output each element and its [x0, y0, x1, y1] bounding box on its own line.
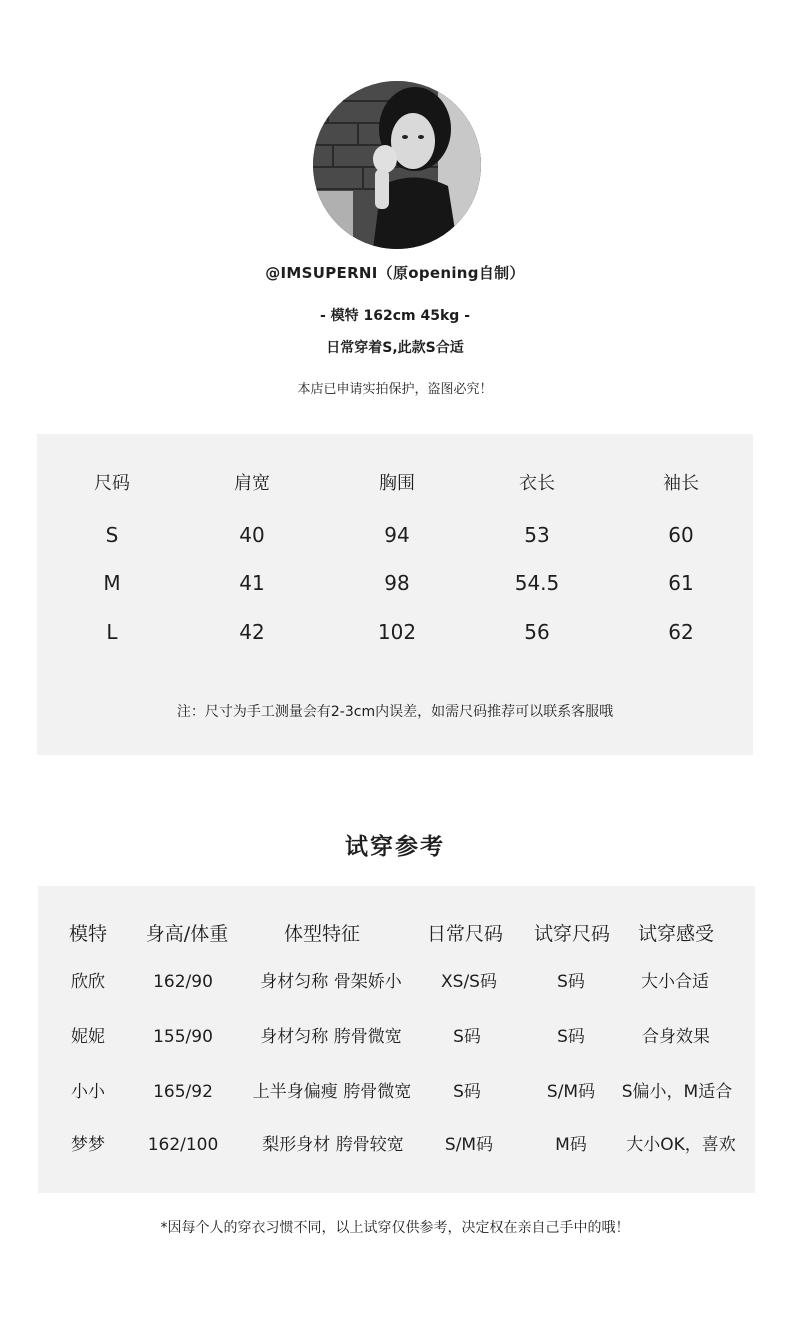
fit-cell: 上半身偏瘦 胯骨微宽 — [252, 1082, 412, 1102]
fit-cell: 欣欣 — [71, 972, 105, 992]
fit-cell: 梨形身材 胯骨较宽 — [262, 1135, 404, 1155]
measurement-note: 注：尺寸为手工测量会有2-3cm内误差，如需尺码推荐可以联系客服哦 — [176, 704, 614, 720]
fit-cell: 合身效果 — [642, 1027, 710, 1047]
size-cell: 60 — [668, 523, 694, 547]
fit-col-header: 模特 — [68, 923, 107, 945]
model-stats: - 模特 162cm 45kg - — [319, 308, 471, 324]
fit-cell: 162/90 — [153, 972, 213, 992]
size-col-header: 尺码 — [94, 473, 130, 494]
size-col-header: 胸围 — [379, 473, 415, 494]
fit-cell: S码 — [557, 972, 585, 992]
size-cell: 56 — [524, 620, 550, 644]
daily-size-note: 日常穿着S,此款S合适 — [326, 340, 464, 356]
size-col-header: 肩宽 — [234, 473, 270, 494]
size-cell: 41 — [239, 571, 265, 595]
size-col-header: 衣长 — [519, 473, 555, 494]
fit-reference-table — [38, 886, 755, 1193]
shop-handle: @IMSUPERNI（原opening自制） — [265, 264, 525, 282]
size-cell: 94 — [384, 523, 410, 547]
fit-cell: S码 — [453, 1027, 481, 1047]
fit-cell: 155/90 — [153, 1027, 213, 1047]
size-cell: 53 — [524, 523, 550, 547]
size-cell: S — [105, 523, 119, 547]
fit-cell: 身材匀称 胯骨微宽 — [260, 1027, 402, 1047]
fit-cell: S偏小，M适合 — [621, 1082, 733, 1102]
fit-cell: S码 — [453, 1082, 481, 1102]
size-cell: 61 — [668, 571, 694, 595]
fit-col-header: 身高/体重 — [145, 923, 229, 945]
size-cell: 98 — [384, 571, 410, 595]
fit-col-header: 体型特征 — [283, 923, 360, 945]
fit-col-header: 试穿尺码 — [533, 923, 610, 945]
fit-cell: 身材匀称 骨架娇小 — [260, 972, 402, 992]
fit-col-header: 试穿感受 — [637, 923, 714, 945]
fit-cell: S/M码 — [444, 1135, 494, 1155]
size-col-header: 袖长 — [663, 473, 699, 494]
size-chart — [37, 434, 753, 755]
fit-reference-title: 试穿参考 — [345, 834, 445, 860]
fit-cell: XS/S码 — [441, 972, 497, 992]
size-cell: 42 — [239, 620, 265, 644]
fit-cell: S码 — [557, 1027, 585, 1047]
fit-cell: M码 — [555, 1135, 587, 1155]
copyright-notice: 本店已申请实拍保护，盗图必究！ — [297, 382, 493, 397]
size-cell: 40 — [239, 523, 265, 547]
size-cell: L — [106, 620, 118, 644]
fit-cell: 小小 — [71, 1082, 105, 1102]
fit-cell: 大小合适 — [641, 972, 709, 992]
model-avatar — [313, 81, 481, 249]
size-cell: 62 — [668, 620, 694, 644]
size-cell: M — [103, 571, 121, 595]
fit-disclaimer: *因每个人的穿衣习惯不同，以上试穿仅供参考，决定权在亲自己手中的哦！ — [160, 1220, 630, 1236]
fit-cell: 梦梦 — [71, 1135, 105, 1155]
size-cell: 102 — [377, 620, 417, 644]
size-cell: 54.5 — [514, 571, 560, 595]
fit-col-header: 日常尺码 — [426, 923, 503, 945]
fit-cell: 165/92 — [153, 1082, 213, 1102]
fit-cell: 大小OK，喜欢 — [626, 1135, 736, 1155]
fit-cell: 妮妮 — [71, 1027, 105, 1047]
fit-cell: S/M码 — [546, 1082, 596, 1102]
fit-cell: 162/100 — [147, 1135, 219, 1155]
